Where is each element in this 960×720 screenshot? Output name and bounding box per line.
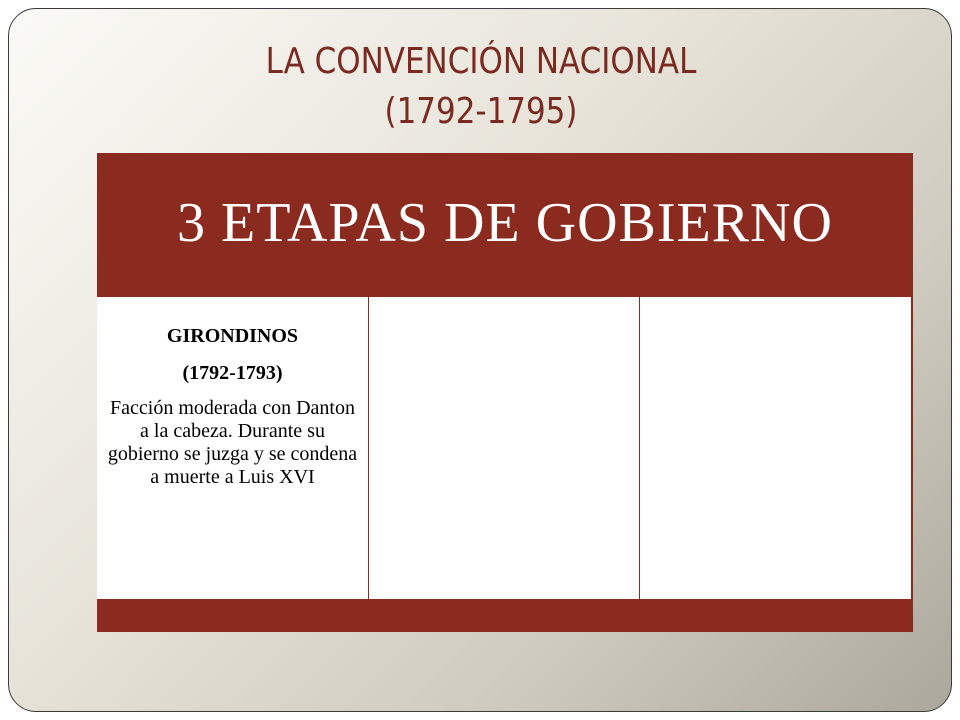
- table-cell-empty-3: [640, 297, 911, 599]
- cell-heading: GIRONDINOS: [166, 325, 299, 347]
- title-line-2: (1792-1795): [384, 91, 578, 132]
- table-cell-girondinos: [97, 297, 369, 599]
- table-row: [97, 297, 913, 599]
- stages-table: [97, 153, 913, 632]
- slide: [8, 8, 952, 712]
- slide-title: [75, 37, 887, 137]
- cell-body: Facción moderada con Danton a la cabeza. Durante su gobierno se juzga y se condena a muerte a Luis XVI: [107, 397, 358, 488]
- title-line-1: LA CONVENCIÓN NACIONAL: [265, 41, 697, 82]
- cell-dates: (1792-1793): [182, 362, 283, 384]
- table-header: 3 ETAPAS DE GOBIERNO: [177, 192, 833, 254]
- table-cell-empty-2: [369, 297, 640, 599]
